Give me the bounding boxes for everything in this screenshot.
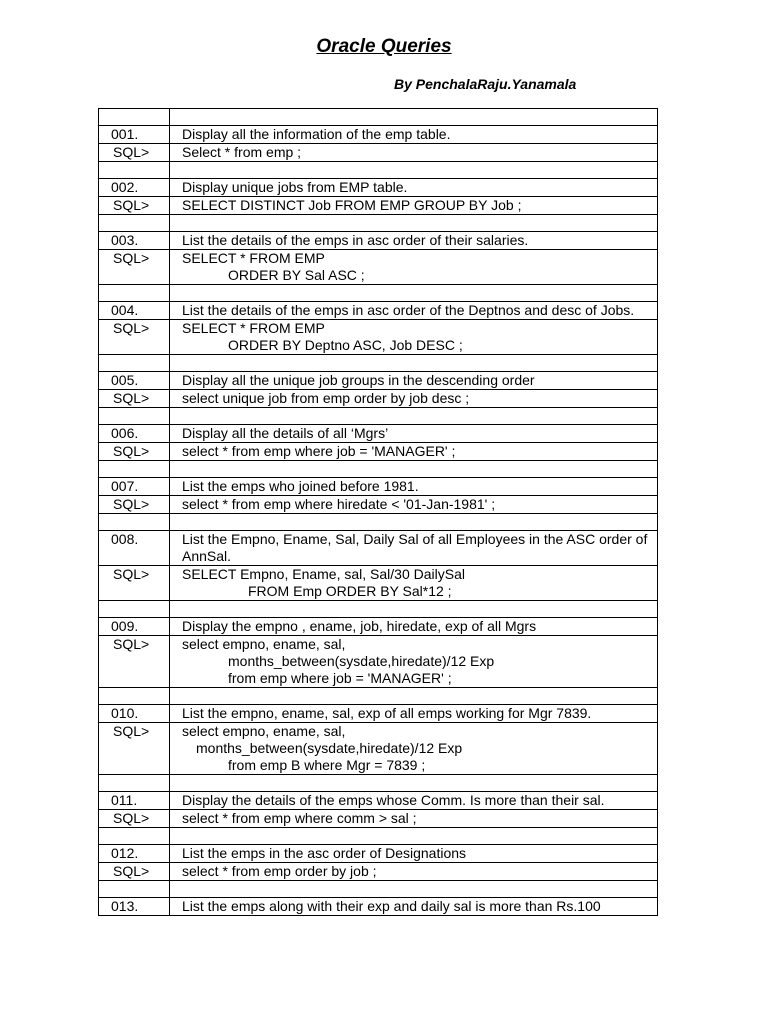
sql-label: SQL> [99,496,170,514]
query-row-011 [99,792,658,810]
query-number: 004. [99,302,170,320]
query-number: 013. [99,898,170,916]
sql-label: SQL> [99,636,170,688]
spacer-row [99,461,658,478]
sql-line: select * from emp order by job ; [182,863,377,879]
query-number: 007. [99,478,170,496]
sql-label: SQL> [99,443,170,461]
document-title: Oracle Queries [316,36,452,57]
sql-label: SQL> [99,144,170,162]
sql-label: SQL> [99,250,170,285]
sql-label: SQL> [99,390,170,408]
query-row-001 [99,126,658,144]
query-question: List the details of the emps in asc order of their salaries. [170,232,658,250]
query-question: List the emps who joined before 1981. [170,478,658,496]
spacer-row [99,109,658,126]
sql-statement [170,390,658,408]
spacer-row [99,215,658,232]
spacer-row [99,285,658,302]
sql-label: SQL> [99,320,170,355]
sql-line: SELECT Empno, Ename, sal, Sal/30 DailySal [182,566,465,582]
query-question: Display the details of the emps whose Comm. Is more than their sal. [170,792,658,810]
sql-statement [170,496,658,514]
query-question: Display all the details of all ‘Mgrs’ [170,425,658,443]
query-question: Display unique jobs from EMP table. [170,179,658,197]
query-question: Display all the information of the emp table. [170,126,658,144]
spacer-row [99,828,658,845]
sql-row-007 [99,496,658,514]
query-number: 005. [99,372,170,390]
query-row-008 [99,531,658,566]
sql-row-002 [99,197,658,215]
query-row-013 [99,898,658,916]
query-row-004 [99,302,658,320]
sql-statement [170,320,658,355]
sql-row-009 [99,636,658,688]
query-row-003 [99,232,658,250]
query-row-010 [99,705,658,723]
query-question: Display all the unique job groups in the descending order [170,372,658,390]
author-byline: By PenchalaRaju.Yanamala [394,76,577,92]
query-row-002 [99,179,658,197]
sql-row-001 [99,144,658,162]
spacer-row [99,408,658,425]
query-number: 009. [99,618,170,636]
spacer-row [99,514,658,531]
query-number: 012. [99,845,170,863]
spacer-row [99,881,658,898]
spacer-row [99,601,658,618]
query-row-007 [99,478,658,496]
sql-line: Select * from emp ; [182,144,302,160]
spacer-row [99,688,658,705]
query-row-006 [99,425,658,443]
sql-row-005 [99,390,658,408]
sql-row-003 [99,250,658,285]
sql-statement [170,197,658,215]
query-number: 011. [99,792,170,810]
query-question: Display the empno , ename, job, hiredate, exp of all Mgrs [170,618,658,636]
sql-line: SELECT * FROM EMP [182,320,325,336]
sql-row-011 [99,810,658,828]
sql-statement [170,443,658,461]
sql-line: SELECT DISTINCT Job FROM EMP GROUP BY Job ; [182,197,522,213]
sql-line: select unique job from emp order by job desc ; [182,390,470,406]
sql-label: SQL> [99,723,170,775]
spacer-row [99,162,658,179]
sql-line: select empno, ename, sal, [182,723,346,739]
sql-statement [170,144,658,162]
query-number: 008. [99,531,170,566]
query-number: 003. [99,232,170,250]
spacer-row [99,355,658,372]
sql-line: from emp B where Mgr = 7839 ; [228,757,426,773]
query-question: List the Empno, Ename, Sal, Daily Sal of all Employees in the ASC order of AnnSal. [170,531,658,566]
query-row-005 [99,372,658,390]
sql-statement [170,863,658,881]
query-row-009 [99,618,658,636]
query-number: 010. [99,705,170,723]
sql-line: select * from emp where job = 'MANAGER' ; [182,443,456,459]
sql-line: FROM Emp ORDER BY Sal*12 ; [248,583,452,599]
sql-row-012 [99,863,658,881]
sql-statement [170,636,658,688]
sql-row-008 [99,566,658,601]
sql-line: select empno, ename, sal, [182,636,346,652]
query-question: List the empno, ename, sal, exp of all emps working for Mgr 7839. [170,705,658,723]
spacer-row [99,775,658,792]
sql-label: SQL> [99,810,170,828]
sql-line: select * from emp where comm > sal ; [182,810,417,826]
sql-line: ORDER BY Sal ASC ; [228,267,365,283]
query-number: 001. [99,126,170,144]
query-number: 002. [99,179,170,197]
query-number: 006. [99,425,170,443]
sql-line: SELECT * FROM EMP [182,250,325,266]
sql-line: from emp where job = 'MANAGER' ; [228,670,452,686]
queries-table [98,108,658,916]
query-question: List the details of the emps in asc order of the Deptnos and desc of Jobs. [170,302,658,320]
query-question: List the emps along with their exp and daily sal is more than Rs.100 [170,898,658,916]
sql-statement [170,250,658,285]
sql-label: SQL> [99,863,170,881]
sql-statement [170,723,658,775]
query-row-012 [99,845,658,863]
sql-line: months_between(sysdate,hiredate)/12 Exp [228,653,495,669]
sql-line: months_between(sysdate,hiredate)/12 Exp [196,740,463,756]
sql-label: SQL> [99,566,170,601]
sql-row-006 [99,443,658,461]
sql-row-010 [99,723,658,775]
sql-statement [170,566,658,601]
sql-line: ORDER BY Deptno ASC, Job DESC ; [228,337,463,353]
sql-label: SQL> [99,197,170,215]
sql-statement [170,810,658,828]
sql-line: select * from emp where hiredate < '01-Jan-1981' ; [182,496,496,512]
query-question: List the emps in the asc order of Designations [170,845,658,863]
sql-row-004 [99,320,658,355]
